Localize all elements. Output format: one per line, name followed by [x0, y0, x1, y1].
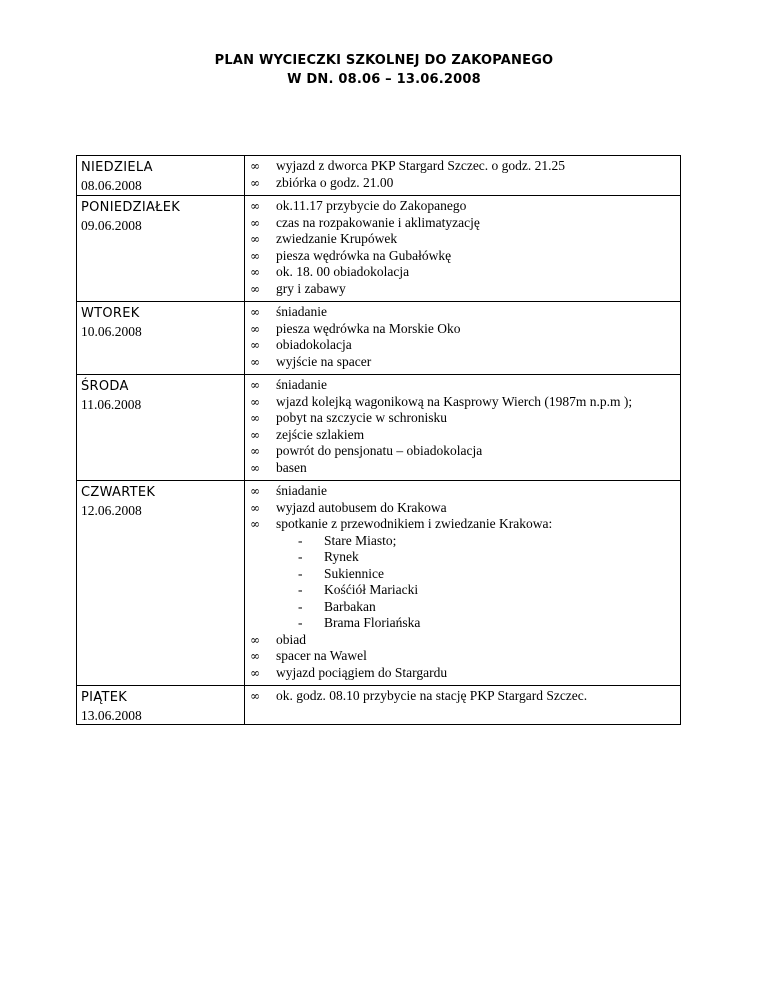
activity-text: pobyt na szczycie w schronisku [276, 410, 447, 425]
infinity-bullet-icon: ∞ [250, 394, 260, 409]
list-item [249, 337, 672, 354]
sub-list-item [296, 549, 672, 566]
schedule-table [76, 155, 681, 725]
schedule-table-body [77, 156, 681, 725]
activity-list [249, 198, 672, 297]
dash-bullet-icon: - [298, 598, 303, 614]
activity-text: obiad [276, 631, 306, 647]
activity-text: spacer na Wawel [276, 648, 367, 663]
activity-text: wyjście na spacer [276, 353, 372, 369]
sub-activity-text: Brama Floriańska [324, 615, 421, 630]
activities-cell [245, 196, 681, 302]
day-name: CZWARTEK [81, 485, 156, 500]
day-cell [77, 302, 245, 375]
day-cell [77, 375, 245, 481]
list-item [249, 281, 672, 298]
infinity-bullet-icon: ∞ [250, 632, 260, 647]
activity-text: śniadanie [276, 377, 327, 392]
activity-text: wyjazd autobusem do Krakowa [276, 499, 447, 515]
list-item [249, 215, 672, 232]
infinity-bullet-icon: ∞ [250, 378, 260, 392]
day-date: 12.06.2008 [81, 503, 142, 518]
activities-cell [245, 302, 681, 375]
infinity-bullet-icon: ∞ [250, 354, 260, 369]
day-name: ŚRODA [81, 379, 129, 394]
list-item [249, 198, 672, 215]
list-item [249, 264, 672, 281]
table-row [77, 375, 681, 481]
dash-bullet-icon: - [298, 549, 303, 564]
infinity-bullet-icon: ∞ [250, 427, 260, 442]
infinity-bullet-icon: ∞ [250, 665, 260, 680]
activity-text: zwiedzanie Krupówek [276, 231, 398, 246]
infinity-bullet-icon: ∞ [250, 460, 260, 475]
list-item [249, 460, 672, 477]
day-date: 08.06.2008 [81, 178, 142, 193]
sub-list-item [296, 566, 672, 583]
sub-activity-text: Rynek [324, 549, 359, 564]
list-item [249, 410, 672, 427]
day-name: PONIEDZIAŁEK [81, 200, 181, 215]
list-item [249, 304, 672, 321]
activity-text: czas na rozpakowanie i aklimatyzację [276, 214, 480, 230]
day-cell [77, 481, 245, 686]
list-item [249, 443, 672, 460]
activity-text: powrót do pensjonatu – obiadokolacja [276, 443, 483, 458]
infinity-bullet-icon: ∞ [250, 305, 260, 319]
activities-cell [245, 156, 681, 196]
dash-bullet-icon: - [298, 582, 303, 597]
title-line-1: PLAN WYCIECZKI SZKOLNEJ DO ZAKOPANEGO [214, 53, 554, 68]
list-item [249, 377, 672, 394]
day-date: 10.06.2008 [81, 324, 142, 339]
table-row [77, 196, 681, 302]
infinity-bullet-icon: ∞ [250, 159, 260, 173]
list-item [249, 321, 672, 338]
list-item [249, 158, 672, 175]
dash-bullet-icon: - [298, 615, 303, 630]
day-date: 11.06.2008 [81, 397, 142, 412]
list-item [249, 632, 672, 649]
infinity-bullet-icon: ∞ [250, 215, 260, 230]
activities-cell [245, 481, 681, 686]
infinity-bullet-icon: ∞ [250, 199, 260, 213]
infinity-bullet-icon: ∞ [250, 338, 260, 352]
infinity-bullet-icon: ∞ [250, 484, 260, 498]
activity-text: zbiórka o godz. 21.00 [276, 174, 394, 190]
activity-text: wyjazd pociągiem do Stargardu [276, 664, 448, 680]
activity-text: piesza wędrówka na Gubałówkę [276, 247, 452, 263]
activity-list [249, 377, 672, 476]
activity-list [249, 688, 672, 705]
table-row [77, 481, 681, 686]
table-row [77, 302, 681, 375]
list-item [249, 354, 672, 371]
infinity-bullet-icon: ∞ [250, 175, 260, 190]
sub-list-item [296, 599, 672, 616]
infinity-bullet-icon: ∞ [250, 265, 260, 279]
day-date: 09.06.2008 [81, 218, 142, 233]
activity-text: gry i zabawy [276, 280, 346, 296]
list-item [249, 500, 672, 517]
sub-list-item [296, 615, 672, 632]
title-line-2: W DN. 08.06 – 13.06.2008 [287, 72, 481, 87]
activity-text: śniadanie [276, 483, 327, 498]
dash-bullet-icon: - [298, 565, 303, 581]
list-item [249, 248, 672, 265]
day-name: PIĄTEK [81, 690, 128, 705]
day-date: 13.06.2008 [81, 708, 142, 723]
activity-text: ok. 18. 00 obiadokolacja [276, 264, 410, 279]
list-item [249, 231, 672, 248]
activities-cell [245, 375, 681, 481]
infinity-bullet-icon: ∞ [250, 321, 260, 336]
sub-list-item [296, 582, 672, 599]
infinity-bullet-icon: ∞ [250, 500, 260, 515]
day-name: WTOREK [81, 306, 140, 321]
infinity-bullet-icon: ∞ [250, 689, 260, 703]
activity-list [249, 483, 672, 681]
table-row [77, 156, 681, 196]
infinity-bullet-icon: ∞ [250, 649, 260, 663]
list-item [249, 175, 672, 192]
activity-text: obiadokolacja [276, 337, 352, 352]
activity-list [249, 158, 672, 191]
infinity-bullet-icon: ∞ [250, 444, 260, 458]
list-item [249, 648, 672, 665]
activity-text: śniadanie [276, 304, 327, 319]
list-item [249, 665, 672, 682]
sub-list-item [296, 533, 672, 550]
activity-text: wjazd kolejką wagonikową na Kasprowy Wierch (1987m n.p.m ); [276, 393, 633, 409]
activity-text: spotkanie z przewodnikiem i zwiedzanie Krakowa: [276, 516, 553, 531]
activity-text: ok.11.17 przybycie do Zakopanego [276, 198, 467, 213]
dash-bullet-icon: - [298, 532, 303, 548]
activities-cell [245, 686, 681, 725]
sub-activity-list [276, 533, 672, 632]
document-title [0, 51, 768, 89]
day-cell [77, 686, 245, 725]
activity-text: piesza wędrówka na Morskie Oko [276, 320, 461, 336]
day-cell [77, 156, 245, 196]
list-item [249, 394, 672, 411]
table-row [77, 686, 681, 725]
activity-text: ok. godz. 08.10 przybycie na stację PKP Stargard Szczec. [276, 688, 588, 703]
activity-text: wyjazd z dworca PKP Stargard Szczec. o godz. 21.25 [276, 158, 566, 173]
day-cell [77, 196, 245, 302]
sub-activity-text: Kośćiół Mariacki [324, 582, 419, 597]
activity-text: basen [276, 459, 307, 475]
sub-activity-text: Stare Miasto; [324, 532, 397, 548]
infinity-bullet-icon: ∞ [250, 411, 260, 425]
infinity-bullet-icon: ∞ [250, 281, 260, 296]
list-item [249, 483, 672, 500]
activity-text: zejście szlakiem [276, 426, 365, 442]
infinity-bullet-icon: ∞ [250, 248, 260, 263]
list-item [249, 427, 672, 444]
activity-list [249, 304, 672, 370]
list-item [249, 516, 672, 632]
list-item [249, 688, 672, 705]
infinity-bullet-icon: ∞ [250, 232, 260, 246]
infinity-bullet-icon: ∞ [250, 517, 260, 531]
sub-activity-text: Sukiennice [324, 565, 384, 581]
sub-activity-text: Barbakan [324, 598, 376, 614]
day-name: NIEDZIELA [81, 160, 153, 175]
